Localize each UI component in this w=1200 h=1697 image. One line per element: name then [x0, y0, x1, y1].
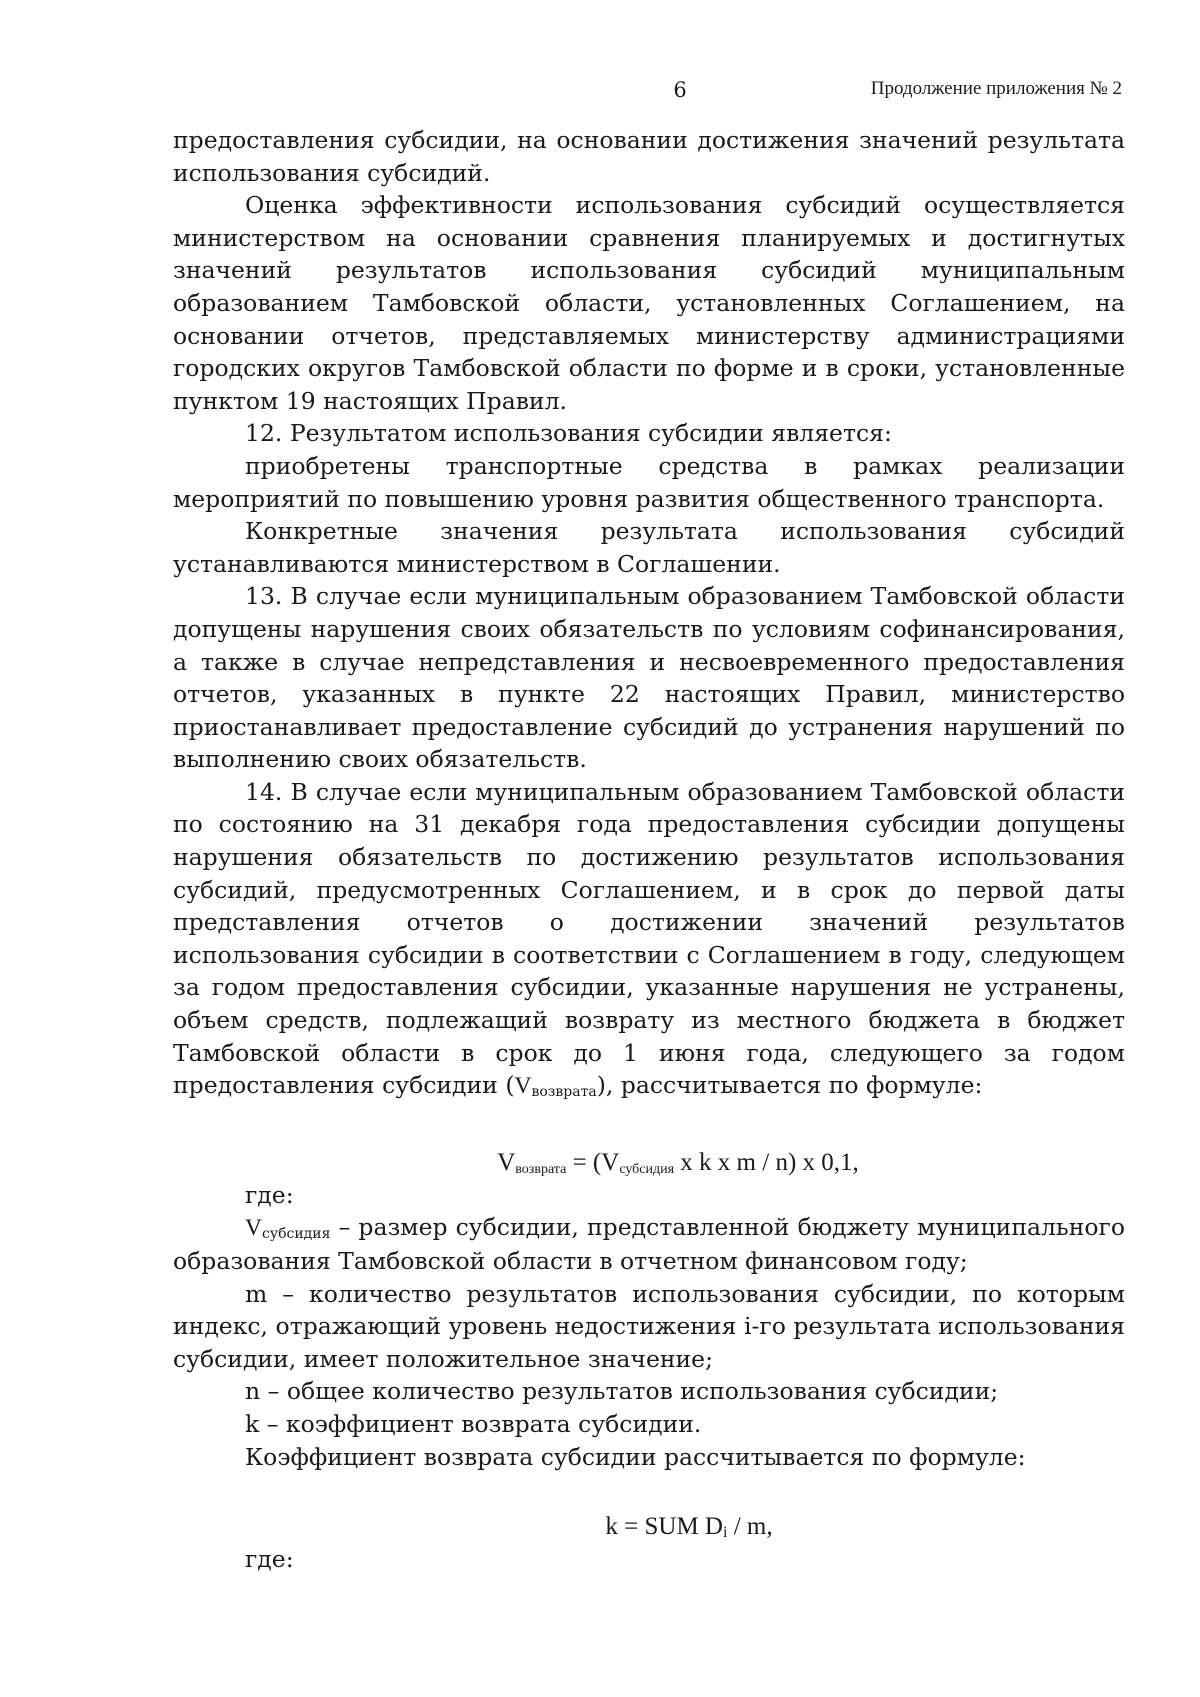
- page-number: 6: [673, 78, 687, 102]
- paragraph-14: [173, 776, 1125, 1103]
- header-note: Продолжение приложения № 2: [870, 78, 1122, 99]
- formula-left: k = SUM D: [605, 1513, 723, 1541]
- definition-n: n – общее количество результатов использования субсидии;: [245, 1377, 999, 1406]
- paragraph: Конкретные значения результата использования субсидий устанавливаются министерством в Соглашении.: [173, 517, 1125, 578]
- variable-v: V: [514, 1073, 532, 1100]
- subscript: возврата: [531, 1084, 597, 1101]
- formula-subscript: i: [722, 1524, 728, 1542]
- formula-op: = (: [566, 1148, 602, 1176]
- formula-var: V: [497, 1148, 516, 1176]
- definition-text: – размер субсидии, представленной бюджету муниципального образования Тамбовской области в отчетном финансовом году;: [173, 1213, 1125, 1275]
- paragraph: Коэффициент возврата субсидии рассчитывается по формуле:: [245, 1442, 1026, 1471]
- document-body: [173, 124, 1125, 1576]
- paragraph-14-text: 14. В случае если муниципальным образованием Тамбовской области по состоянию на 31 декабря года предоставления субсидии допущены нарушения обязательств по достижению результатов использования субсидий, предусмотренных Соглашением, и в срок до первой даты представления отчетов о достижении значений результатов использования субсидии в соответствии с Соглашением в году, следующем за годом предоставления субсидии, указанные нарушения не устранены, объем средств, подлежащий возврату из местного бюджета в бюджет Тамбовской области в срок до 1 июня года, следующего за годом предоставления субсидии (: [173, 777, 1125, 1100]
- paragraph: Оценка эффективности использования субсидий осуществляется министерством на основании сравнения планируемых и достигнутых значений результатов использования субсидий муниципальным образованием Тамбовской области, установленных Соглашением, на основании отчетов, представляемых министерству администрациями городских округов Тамбовской области по форме и в сроки, установленные пунктом 19 настоящих Правил.: [173, 191, 1125, 415]
- formula-var: V: [601, 1148, 620, 1176]
- formula-coefficient: [173, 1511, 1125, 1543]
- paragraph-14-tail: ), рассчитывается по формуле:: [596, 1071, 983, 1100]
- paragraph: предоставления субсидии, на основании достижения значений результата использования субсидий.: [173, 126, 1125, 187]
- paragraph: приобретены транспортные средства в рамках реализации мероприятий по повышению уровня развития общественного транспорта.: [173, 451, 1125, 513]
- formula-subscript: субсидия: [619, 1161, 675, 1177]
- where-label: где:: [245, 1545, 294, 1574]
- paragraph-12-heading: 12. Результатом использования субсидии является:: [245, 419, 892, 448]
- formula-return-volume: [173, 1147, 1125, 1179]
- paragraph-13: 13. В случае если муниципальным образованием Тамбовской области допущены нарушения своих обязательств по условиям софинансирования, а также в случае непредставления и несвоевременного предоставления отчетов, указанных в пункте 22 настоящих Правил, министерство приостанавливает предоставление субсидий до устранения нарушений по выполнению своих обязательств.: [173, 582, 1125, 774]
- formula-right: / m,: [727, 1513, 773, 1541]
- definition-m: m – количество результатов использования субсидии, по которым индекс, отражающий уровень недостижения i-го результата использования субсидии, имеет положительное значение;: [173, 1279, 1125, 1373]
- variable-v: V: [245, 1215, 262, 1242]
- definition-v-subsidy: [173, 1211, 1125, 1277]
- subscript: субсидия: [261, 1226, 331, 1243]
- formula-subscript: возврата: [515, 1161, 567, 1177]
- formula-rest: x k x m / n) x 0,1,: [674, 1148, 859, 1176]
- where-label: где:: [245, 1180, 294, 1209]
- definition-k: k – коэффициент возврата субсидии.: [245, 1409, 702, 1438]
